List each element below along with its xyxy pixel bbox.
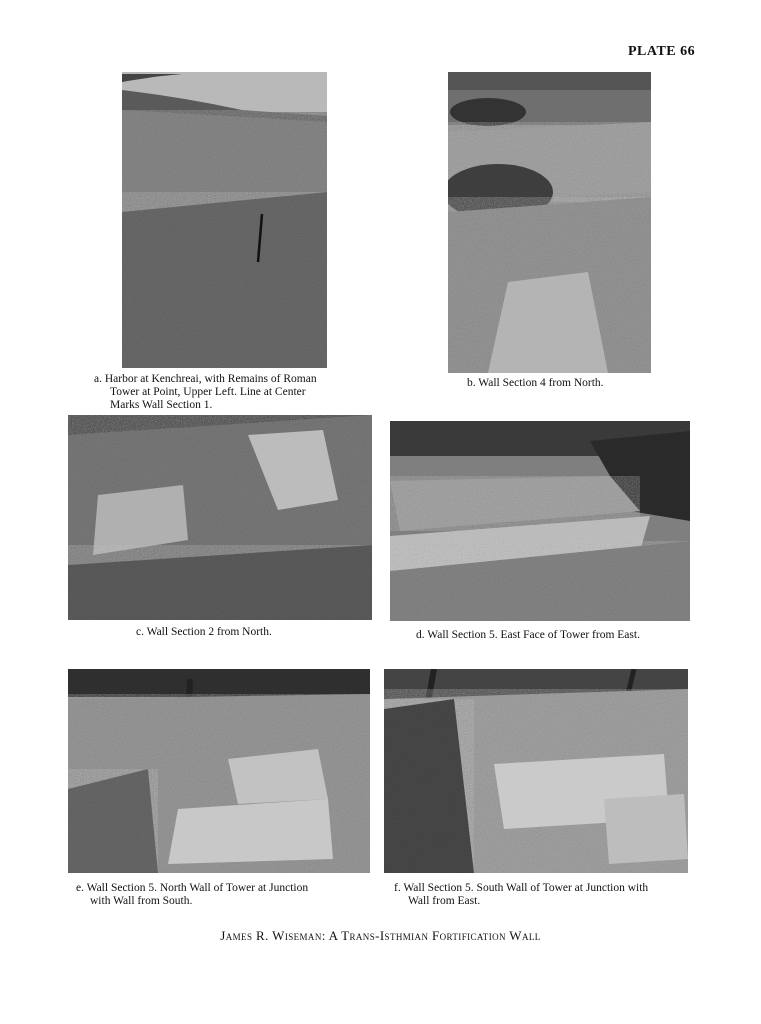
caption-a: a. Harbor at Kenchreai, with Remains of Roman Tower at Point, Upper Left. Line at Center Marks Wall Section 1.: [94, 373, 317, 411]
photo-e-north-wall-of-tower: [68, 669, 370, 873]
photo-a-harbor: [122, 72, 327, 368]
caption-d: d. Wall Section 5. East Face of Tower from East.: [416, 629, 640, 641]
photo-b-wall-section-4: [448, 72, 651, 373]
caption-c: c. Wall Section 2 from North.: [136, 626, 272, 638]
photo-f-south-wall-of-tower: [384, 669, 688, 873]
photo-c-wall-section-2: [68, 415, 372, 620]
plate-label: PLATE 66: [628, 44, 696, 59]
footer-title: James R. Wiseman: A Trans-Isthmian Fortification Wall: [220, 928, 541, 943]
photo-d-east-face-of-tower: [390, 421, 690, 621]
caption-b: b. Wall Section 4 from North.: [467, 377, 604, 389]
caption-f: f. Wall Section 5. South Wall of Tower at Junction with Wall from East.: [394, 882, 649, 907]
caption-e: e. Wall Section 5. North Wall of Tower at Junction with Wall from South.: [76, 882, 309, 907]
